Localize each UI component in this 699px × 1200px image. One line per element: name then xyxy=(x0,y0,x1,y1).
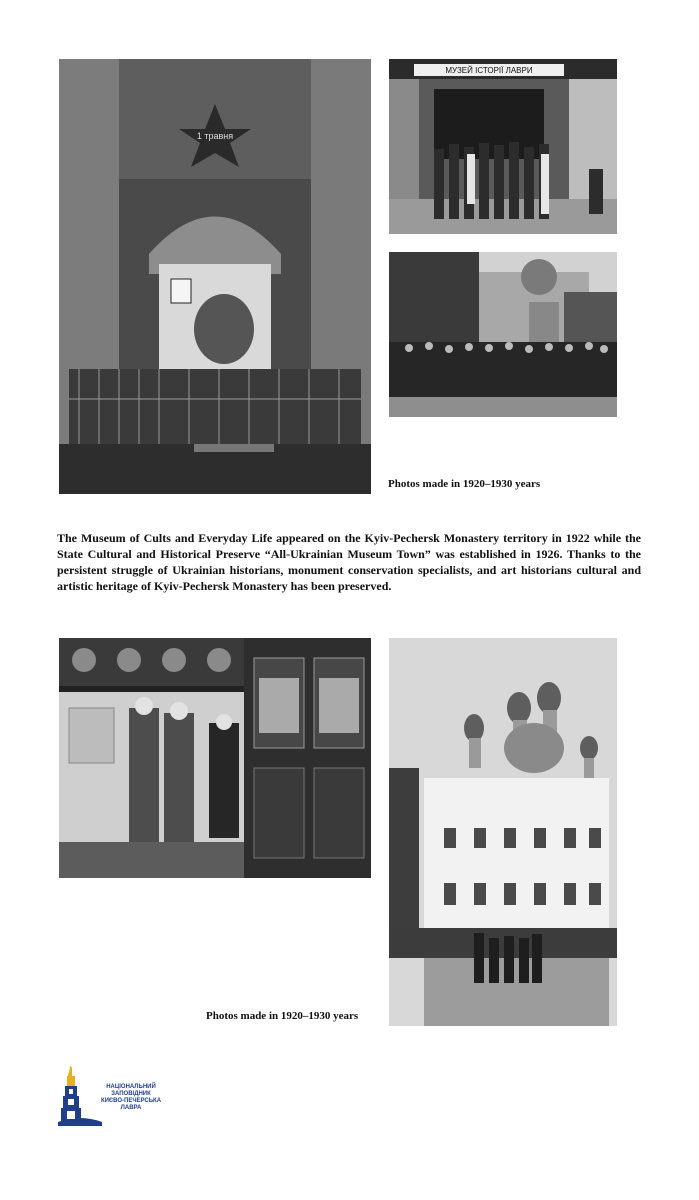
caption-bottom: Photos made in 1920–1930 years xyxy=(206,1010,359,1022)
museum-sign-text: МУЗЕЙ ІСТОРІЇ ЛАВРИ xyxy=(445,66,533,75)
logo-line-3: КИЄВО-ПЕЧЕРСЬКА xyxy=(100,1098,162,1104)
poster-star-text: 1 травня xyxy=(196,131,234,141)
photo-people-at-doorway xyxy=(59,638,371,878)
photo-cathedral-exterior xyxy=(389,638,617,1026)
body-paragraph: The Museum of Cults and Everyday Life appeared on the Kyiv-Pechersk Monastery territory in 1922 while the State Cultural and Historical Preserve “All-Ukrainian Museum Town” was established in 1926. Thanks to the persistent struggle of Ukrainian historians, monument conservation specialists, and art historians cultural and artistic heritage of Kyiv-Pechersk Monastery has been preserved. xyxy=(57,531,641,593)
photo-church-facade-poster xyxy=(59,59,371,494)
logo-line-4: ЛАВРА xyxy=(120,1105,142,1111)
photo-museum-entrance-group xyxy=(389,59,617,234)
lavra-logo xyxy=(58,1064,178,1126)
logo-line-1: НАЦІОНАЛЬНИЙ xyxy=(106,1084,156,1090)
photo-crowd-before-cathedral xyxy=(389,252,617,417)
logo-line-2: ЗАПОВІДНИК xyxy=(111,1091,151,1097)
caption-top: Photos made in 1920–1930 years xyxy=(388,478,541,490)
logo-text xyxy=(96,1084,166,1112)
